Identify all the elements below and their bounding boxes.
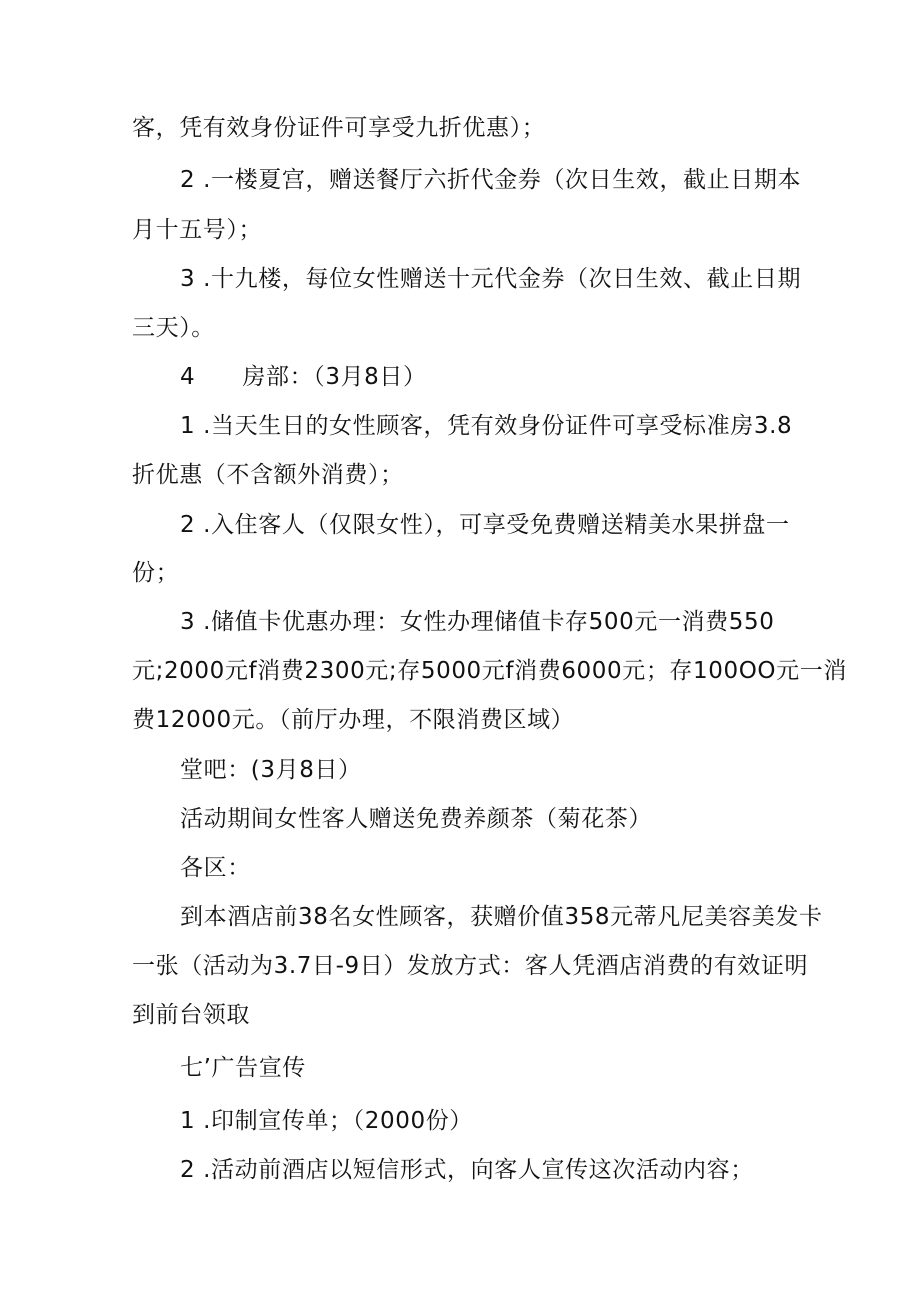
section-heading: 堂吧：(3月8日） [180,757,362,783]
text-line: 份； [132,560,180,586]
text-line: 1 .印制宣传单；（2000份） [180,1108,473,1134]
text-line: 活动期间女性客人赠送免费养颜茶（菊花茶） [180,806,652,832]
section-heading: 各区： [180,855,251,881]
text-line: 1 .当天生日的女性顾客，凭有效身份证件可享受标准房3.8 [180,413,793,439]
text-line: 3 .储值卡优惠办理：女性办理储值卡存500元一消费550 [180,609,775,635]
text-line: 三天）。 [132,315,215,341]
section-heading: 4 房部：（3月8日） [180,364,427,390]
text-line: 到本酒店前38名女性顾客，获赠价值358元蒂凡尼美容美发卡 [180,904,823,930]
text-line: 月十五号）； [132,217,263,243]
text-line: 元;2000元f消费2300元;存5000元f消费6000元；存100OO元一消 [132,658,847,684]
text-line: 2 .一楼夏宫，赠送餐厅六折代金券（次日生效，截止日期本 [180,167,802,193]
section-heading: 七’广告宣传 [180,1055,306,1081]
text-line: 到前台领取 [132,1002,250,1028]
text-line: 2 .入住客人（仅限女性），可享受免费赠送精美水果拼盘一 [180,512,790,538]
text-line: 3 .十九楼，每位女性赠送十元代金券（次日生效、截止日期 [180,266,802,292]
text-line: 2 .活动前酒店以短信形式，向客人宣传这次活动内容； [180,1157,754,1183]
text-line: 客，凭有效身份证件可享受九折优惠）； [132,115,546,141]
text-line: 费12000元。（前厅办理，不限消费区域） [132,707,575,733]
text-line: 一张（活动为3.7日-9日）发放方式：客人凭酒店消费的有效证明 [132,953,809,979]
text-line: 折优惠（不含额外消费）； [132,462,404,488]
